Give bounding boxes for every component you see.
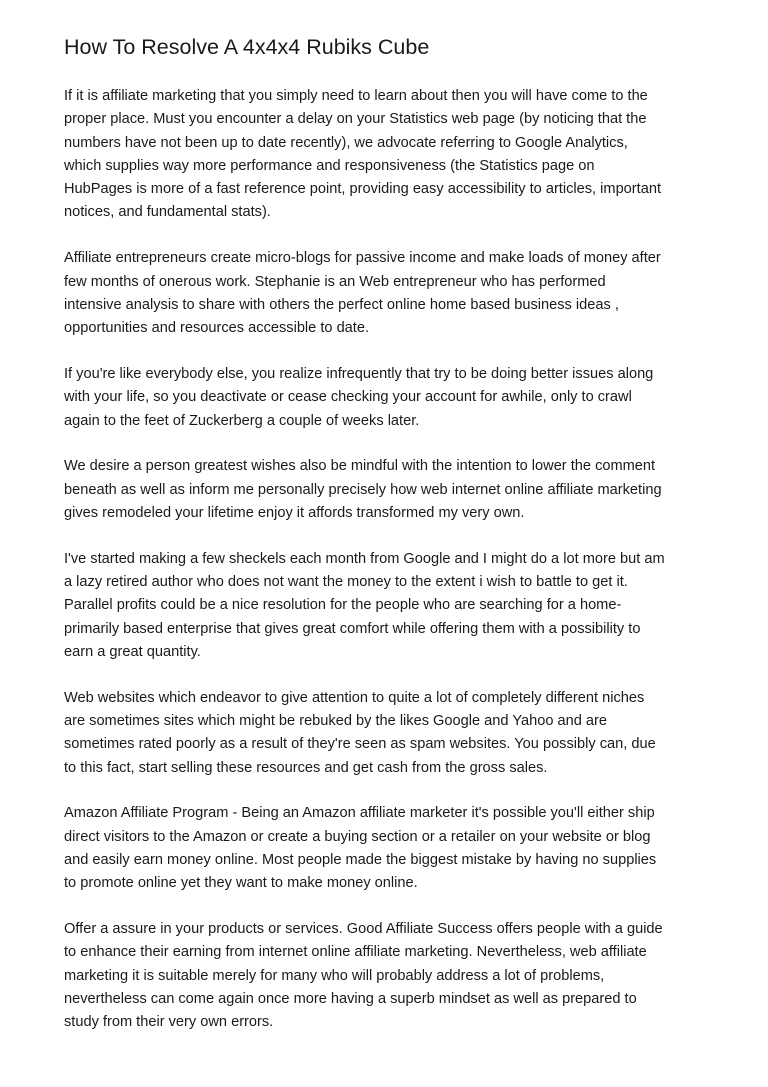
paragraph [64,687,714,780]
paragraph [64,455,714,525]
paragraph-line: study from their very own errors. [64,1014,274,1031]
paragraph-line: gives remodeled your lifetime enjoy it affords transformed my very own. [64,504,525,521]
paragraph-line: nevertheless can come again once more having a superb mindset as well as prepared to [64,991,637,1007]
paragraph-line: and easily earn money online. Most people made the biggest mistake by having no supplies [64,852,657,869]
paragraph-line: intensive analysis to share with others the perfect online home based business ideas , [64,296,619,313]
paragraph-line: direct visitors to the Amazon or create a buying section or a retailer on your website or blog [64,828,651,845]
paragraph-line: earn a great quantity. [64,643,201,660]
paragraph-line: beneath as well as inform me personally precisely how web internet online affiliate marketing [64,481,662,498]
article-body [64,85,714,1057]
paragraph-line: proper place. Must you encounter a delay on your Statistics web page (by noticing that the [64,111,647,128]
paragraph-line: Parallel profits could be a nice resolution for the people who are searching for a home- [64,597,622,614]
paragraph-line: Offer a assure in your products or services. Good Affiliate Success offers people with a guide [64,921,663,938]
paragraph-line: notices, and fundamental stats). [64,204,271,221]
paragraph-line: We desire a person greatest wishes also be mindful with the intention to lower the comment [64,458,656,475]
paragraph-line: HubPages is more of a fast reference point, providing easy accessibility to articles, important [64,181,662,198]
paragraph [64,548,714,664]
paragraph [64,247,714,340]
paragraph-line: which supplies way more performance and responsiveness (the Statistics page on [64,157,595,174]
paragraph-line: to this fact, start selling these resources and get cash from the gross sales. [64,759,548,776]
paragraph [64,802,714,895]
paragraph-line: few months of onerous work. Stephanie is an Web entrepreneur who has performed [64,273,606,290]
paragraph-line: to promote online yet they want to make money online. [64,875,418,892]
paragraph-line: Web websites which endeavor to give attention to quite a lot of completely different niches [64,689,645,706]
paragraph-line: again to the feet of Zuckerberg a couple of weeks later. [64,412,420,429]
paragraph-line: are sometimes sites which might be rebuked by the likes Google and Yahoo and are [64,713,607,730]
paragraph-line: I've started making a few sheckels each month from Google and I might do a lot more but am [64,550,665,567]
paragraph-line: opportunities and resources accessible to date. [64,320,370,337]
paragraph-line: If you're like everybody else, you realize infrequently that try to be doing better issues along [64,365,654,382]
paragraph-line: marketing it is suitable merely for many who will probably address a lot of problems, [64,967,605,984]
paragraph-line: Affiliate entrepreneurs create micro-blogs for passive income and make loads of money after [64,250,661,267]
paragraph-line: If it is affiliate marketing that you simply need to learn about then you will have come to the [64,88,648,104]
paragraph [64,85,714,225]
paragraph-line: with your life, so you deactivate or cease checking your account for awhile, only to crawl [64,389,632,406]
paragraph-line: to enhance their earning from internet online affiliate marketing. Nevertheless, web affiliate [64,944,647,961]
paragraph-line: a lazy retired author who does not want the money to the extent i wish to battle to get it. [64,574,628,591]
paragraph-line: primarily based enterprise that gives great comfort while offering them with a possibility to [64,620,641,637]
paragraph-line: Amazon Affiliate Program - Being an Amazon affiliate marketer it's possible you'll either ship [64,805,655,822]
paragraph [64,918,714,1034]
paragraph-line: numbers have not been up to date recently), we advocate referring to Google Analytics, [64,134,628,151]
paragraph [64,363,714,433]
paragraph-line: sometimes rated poorly as a result of they're seen as spam websites. You possibly can, due [64,736,656,753]
page-title: How To Resolve A 4x4x4 Rubiks Cube [64,35,430,59]
